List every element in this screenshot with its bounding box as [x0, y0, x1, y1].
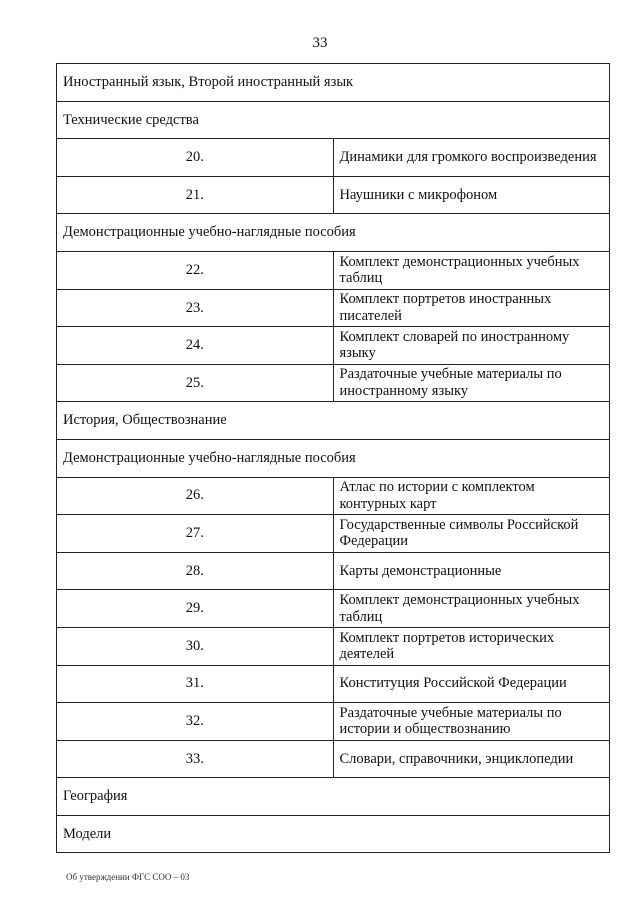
item-text: Конституция Российской Федерации [333, 665, 610, 703]
section-row [57, 402, 610, 440]
item-text: Словари, справочники, энциклопедии [333, 740, 610, 778]
section-row [57, 101, 610, 139]
item-number: 25. [57, 364, 334, 402]
table-row [57, 139, 610, 177]
item-number: 26. [57, 477, 334, 515]
table-row [57, 590, 610, 628]
table-row [57, 477, 610, 515]
item-number: 24. [57, 327, 334, 365]
section-row [57, 214, 610, 252]
table-body [57, 64, 610, 853]
item-text: Комплект демонстрационных учебных таблиц [333, 251, 610, 289]
equipment-table [56, 63, 610, 853]
section-row [57, 778, 610, 816]
item-number: 33. [57, 740, 334, 778]
item-number: 21. [57, 176, 334, 214]
item-number: 28. [57, 552, 334, 590]
section-heading: Демонстрационные учебно-наглядные пособия [57, 214, 610, 252]
section-row [57, 439, 610, 477]
item-text: Атлас по истории с комплектом контурных карт [333, 477, 610, 515]
item-text: Комплект портретов иностранных писателей [333, 289, 610, 327]
item-number: 20. [57, 139, 334, 177]
table-row [57, 327, 610, 365]
table-row [57, 364, 610, 402]
table-row [57, 627, 610, 665]
table-row [57, 740, 610, 778]
item-text: Раздаточные учебные материалы по истории и обществознанию [333, 703, 610, 741]
section-row [57, 64, 610, 102]
item-number: 22. [57, 251, 334, 289]
item-text: Государственные символы Российской Федерации [333, 515, 610, 553]
item-number: 30. [57, 627, 334, 665]
item-text: Раздаточные учебные материалы по иностранному языку [333, 364, 610, 402]
table-row [57, 665, 610, 703]
page-number: 33 [312, 35, 328, 51]
section-row [57, 815, 610, 853]
section-heading: Технические средства [57, 101, 610, 139]
item-text: Наушники с микрофоном [333, 176, 610, 214]
item-text: Карты демонстрационные [333, 552, 610, 590]
item-number: 31. [57, 665, 334, 703]
table-row [57, 251, 610, 289]
item-text: Комплект демонстрационных учебных таблиц [333, 590, 610, 628]
item-number: 29. [57, 590, 334, 628]
table-row [57, 552, 610, 590]
section-heading: Модели [57, 815, 610, 853]
section-heading: Иностранный язык, Второй иностранный язык [57, 64, 610, 102]
table-row [57, 176, 610, 214]
item-number: 23. [57, 289, 334, 327]
section-heading: География [57, 778, 610, 816]
table-row [57, 703, 610, 741]
table-row [57, 515, 610, 553]
item-number: 27. [57, 515, 334, 553]
section-heading: История, Обществознание [57, 402, 610, 440]
section-heading: Демонстрационные учебно-наглядные пособия [57, 439, 610, 477]
item-text: Комплект портретов исторических деятелей [333, 627, 610, 665]
footer-note: Об утверждении ФГС СОО – 03 [66, 872, 190, 882]
item-text: Динамики для громкого воспроизведения [333, 139, 610, 177]
table-row [57, 289, 610, 327]
item-number: 32. [57, 703, 334, 741]
item-text: Комплект словарей по иностранному языку [333, 327, 610, 365]
